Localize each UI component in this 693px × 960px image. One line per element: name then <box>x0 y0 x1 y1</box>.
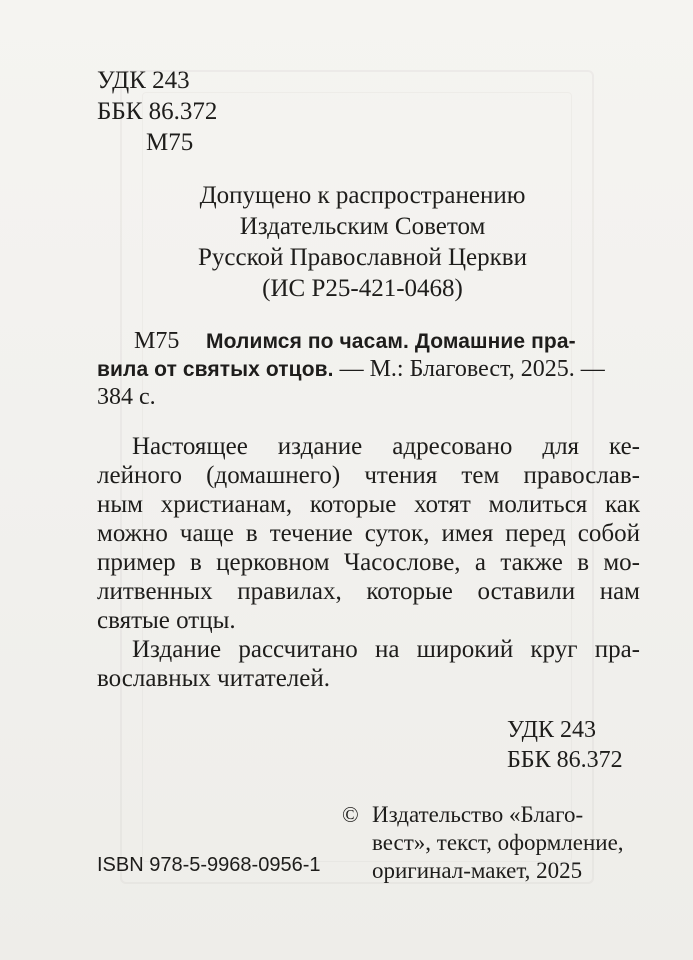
bbk-code: ББК 86.372 <box>97 98 218 125</box>
annotation-line-2: лейного (домашнего) чтения тем православ- <box>97 462 640 489</box>
copyright-line-3: оригинал-макет, 2025 <box>372 858 583 883</box>
approval-line-3: Русской Православной Церкви <box>198 244 527 271</box>
catalog-code: М75 <box>134 328 180 354</box>
udk-code: УДК 243 <box>97 67 190 94</box>
copyright-line-1: Издательство «Благо- <box>372 802 584 827</box>
footer-bbk-code: ББК 86.372 <box>507 747 623 773</box>
annotation-2-line-2: вославных читателей. <box>97 665 331 692</box>
annotation-line-6: литвенных правилах, которые оставили нам <box>97 578 640 605</box>
annotation-line-3: ным христианам, которые хотят молиться как <box>97 491 640 518</box>
approval-line-1: Допущено к распространению <box>199 182 526 209</box>
annotation-line-1: Настоящее издание адресовано для ке- <box>132 433 640 460</box>
isbn-number: ISBN 978-5-9968-0956-1 <box>97 854 321 876</box>
copyright-icon: © <box>342 802 359 827</box>
catalog-title-line-1 <box>206 326 576 357</box>
author-mark: М75 <box>146 129 194 156</box>
approval-line-4: (ИС Р25-421-0468) <box>262 275 463 302</box>
annotation-2-line-1: Издание рассчитано на широкий круг пра- <box>132 636 640 663</box>
catalog-title-part-2: вила от святых отцов. <box>97 358 334 381</box>
catalog-pages: 384 с. <box>97 384 156 410</box>
annotation-line-4: можно чаще в течение суток, имея перед собой <box>97 520 640 547</box>
approval-line-2: Издательским Советом <box>239 213 486 240</box>
annotation-line-5: пример в церковном Часослове, а также в мо- <box>97 549 640 576</box>
catalog-title-line-2 <box>97 354 605 385</box>
annotation-line-7: святые отцы. <box>97 607 236 634</box>
catalog-imprint: — М.: Благовест, 2025. — <box>333 356 605 382</box>
footer-udk-code: УДК 243 <box>507 717 596 743</box>
copyright-line-2: вест», текст, оформление, <box>372 830 624 855</box>
catalog-title-part-1: Молимся по часам. Домашние пра- <box>206 330 576 353</box>
